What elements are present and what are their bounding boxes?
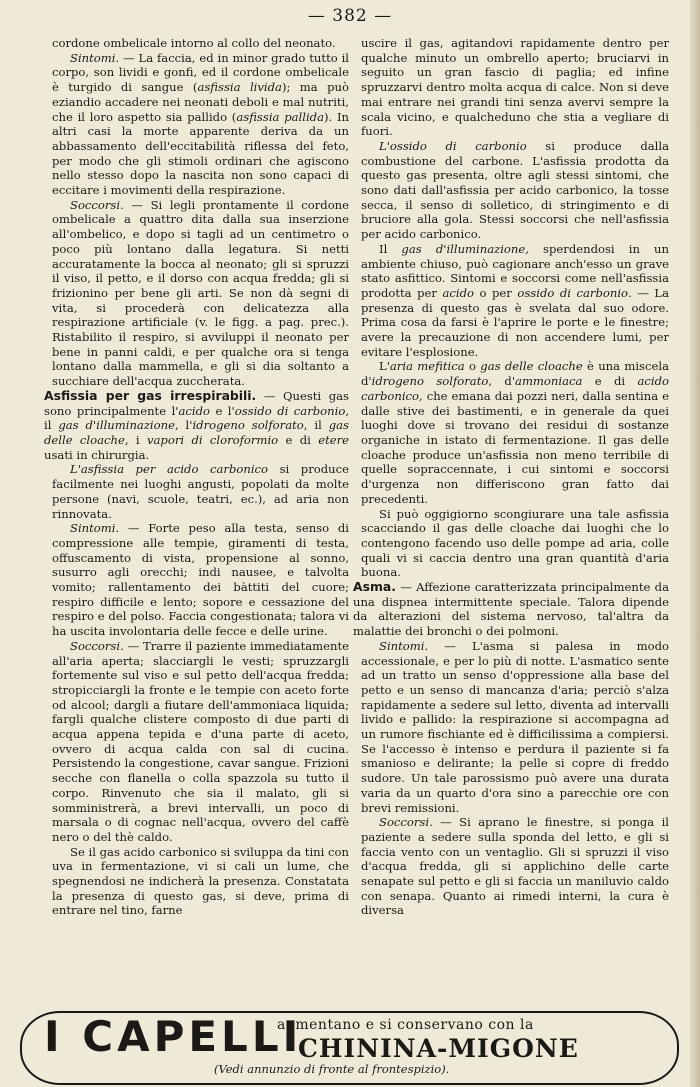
text: L'	[379, 359, 390, 374]
emphasis: gas delle cloache	[44, 418, 349, 447]
paragraph	[361, 359, 669, 506]
advertisement-note: (Vedi annunzio di fronte al frontespizio).	[214, 1062, 450, 1076]
entry-heading: Asma.	[353, 579, 396, 595]
paragraph	[52, 462, 349, 521]
emphasis: acido	[442, 285, 474, 300]
emphasis: asfissia livida	[197, 80, 282, 95]
subheading-soccorsi: Soccorsi.	[70, 197, 124, 212]
text: , l'	[174, 418, 193, 433]
emphasis: ammoniaca	[515, 374, 583, 389]
advertisement-line: aumentano e si conservano con la	[277, 1017, 534, 1033]
page-number: — 382 —	[307, 6, 393, 26]
emphasis: ossido di carbonio	[517, 285, 629, 300]
paragraph	[52, 639, 349, 845]
text: Il	[379, 241, 402, 256]
text: , il	[303, 418, 329, 433]
subheading-soccorsi: Soccorsi.	[379, 815, 433, 830]
emphasis: vapori di cloroformio	[146, 432, 279, 447]
text: , che emana dai pozzi neri, dalla sentina e dalle stive dei bastimenti, e in generale da quei luoghi dove si trovano dei residui di sostanze organiche in istato di fermentazione. Il gas delle cloache produce un'asfissia non meno terribile di quelle sopraccennate, i cui sintomi e soccorsi d'urgenza non differiscono gran fatto dai precedenti.	[361, 388, 669, 506]
emphasis: L'asfissia per acido carbonico	[70, 462, 269, 477]
paragraph: Si può oggigiorno scongiurare una tale asfissia scacciando il gas delle cloache dai luoghi che lo contengono facendo uso delle pompe ad aria, colle quali vi si caccia dentro una gran quantità d'aria buona.	[361, 506, 669, 580]
text: o per	[473, 285, 518, 300]
emphasis: ossido di carbonio	[234, 403, 346, 418]
paragraph: uscire il gas, agitandovi rapidamente dentro per qualche minuto un ombrello aperto; bruciarvi in seguito un gran fascio di paglia; ed infine spruzzarvi dentro molta acqua di calce. Non si deve mai entrare nei grandi tini senza avervi sempre la scala vicino, e qualcheduno che stia a vegliare di fuori.	[361, 36, 669, 139]
text: — Si legli prontamente il cordone ombelicale a quattro dita dalla sua inserzione all'ombelico, e dopo si tagli ad un centimetro o poco più lontano dalla legatura. Si netti accuratamente la bocca al neonato; gli si spruzzi il viso, il petto, e il dorso con acqua fredda; gli si frizionino per bene gli arti. Se non dà segni di vita, si procederà con delicatezza alla respirazione artificiale (v. le figg. a pag. prec.). Ristabilito il respiro, si avviluppi il neonato per bene in panni caldi, e per qualche ora si tenga lontano dalla mammella, e gli si dia soltanto a succhiare dell'acqua zuccherata.	[52, 197, 349, 389]
text: e di	[582, 374, 638, 389]
text: — Forte peso alla testa, senso di compressione alle tempie, giramenti di testa, offuscamento di vista, propensione al sonno, susurro agli orecchi; indi nausee, e talvolta vomito; rallentamento dei bàttiti del cuore; respiro difficile e lento; sopore e cessazione del respiro e del polso. Faccia congestionata; talora vi ha uscita involontaria delle fecce e delle urine.	[52, 521, 349, 639]
text: — L'asma si palesa in modo accessionale, e per lo più di notte. L'asmatico sente ad un tratto un senso d'oppressione alla base del petto e un senso di mancanza d'aria; perciò s'alza rapidamente a sedere sul letto, diventa ad intervalli livido e pallido: la respirazione si accompagna ad un rumore fischiante ed è difficilissima a compiersi. Se l'accesso è intenso e perdura il paziente si fa smanioso e delirante; la pelle si copre di freddo sudore. Un tale parossismo può avere una durata varia da un quarto d'ora sino a parecchie ore con brevi remissioni.	[361, 638, 669, 815]
text: — Affezione caratterizzata principalmente da una dispnea intermittente speciale. Talora dipende da alterazioni del sistema nervoso, tal'altra da malattie dei bronchi o dei polmoni.	[353, 580, 669, 639]
text: è una miscela d'	[361, 359, 669, 389]
text: o	[464, 359, 481, 374]
subheading-soccorsi: Soccorsi.	[70, 638, 124, 653]
paragraph	[52, 521, 349, 639]
page-edge-shadow	[690, 0, 700, 1087]
paragraph	[52, 51, 349, 198]
entry-asma	[353, 580, 669, 639]
subheading-sintomi: Sintomi.	[379, 638, 429, 653]
text: e di	[278, 432, 319, 447]
text: — Trarre il paziente immediatamente all'aria aperta; slacciargli le vesti; spruzzargli fortemente sul viso e sul petto dell'acqua fredda; stropicciargli la fronte e le tempie con aceto forte od alcool; dargli a fiutare dell'ammoniaca liquida; fargli qualche clistere composto di due parti di acqua appena tepida e d'una parte di aceto, ovvero di acqua calda con sal di cucina. Persistendo la congestione, cavar sangue. Frizioni secche con flanella o colla spazzola su tutto il corpo. Rinvenuto che sia il malato, gli si somministrerà, a brevi intervalli, un poco di marsala o di cognac nell'acqua, ovvero del caffè nero o del thè caldo.	[52, 638, 349, 844]
emphasis: asfissia pallida	[236, 109, 324, 124]
text: ); ma può eziandio accadere nei neonati deboli e mal nutriti, che il loro aspetto sia pallido (	[52, 80, 349, 124]
advertisement-product: CHININA-MIGONE	[298, 1034, 579, 1063]
paragraph	[361, 815, 669, 918]
right-column	[353, 36, 670, 918]
entry-heading: Asfissia per gas irrespirabili.	[44, 387, 257, 403]
paragraph: Se il gas acido carbonico si sviluppa da tini con uva in fermentazione, vi si cali un lume, che spegnendosi ne indicherà la presenza. Constatata la presenza di questo gas, si deve, prima di entrare nel tino, farne	[52, 844, 349, 918]
text: sperdendosi in un ambiente chiuso, può cagionare anch'esso un grave stato asfittico. Sintomi e soccorsi come nell'asfissia prodotta per	[361, 241, 669, 300]
paragraph	[361, 139, 669, 242]
text: . — La presenza di questo gas è svelata dal suo odore. Prima cosa da farsi è l'aprire le porte e le finestre; avere la precauzione di non accendere lumi, per evitare l'esplosione.	[361, 285, 669, 359]
subheading-sintomi: Sintomi.	[70, 521, 120, 536]
text: , i	[124, 432, 147, 447]
paragraph: cordone ombelicale intorno al collo del neonato.	[52, 36, 336, 50]
emphasis: idrogeno solforato	[192, 418, 304, 433]
text: e l'	[209, 403, 235, 418]
emphasis: gas d'illuminazione,	[401, 241, 529, 256]
entry-asfissia-gas	[44, 389, 349, 463]
text: ). In altri casi la morte apparente deriva da un abbassamento dell'eccitabilità riflessa del feto, per modo che gli stimoli ordinari che agiscono nello stesso dopo la nascita non sono capaci di eccitare i movimenti della respirazione.	[52, 109, 349, 198]
subheading-sintomi: Sintomi.	[70, 50, 120, 65]
advertisement-title: I CAPELLI	[44, 1012, 303, 1061]
text: , d'	[488, 374, 516, 389]
emphasis: idrogeno solforato	[371, 374, 489, 389]
text: si produce dalla combustione del carbone. L'asfissia prodotta da questo gas presenta, oltre agli stessi sintomi, che sono dati dall'asfissia per acido carbonico, la tosse secca, il senso di solletico, di stringimento e di bruciore alla gola. Stessi soccorsi che nell'asfissia per acido carbonico.	[361, 138, 669, 242]
emphasis: gas d'illuminazione	[58, 418, 175, 433]
emphasis: L'ossido di carbonio	[379, 138, 527, 153]
text: , il	[44, 403, 349, 433]
emphasis: acido	[178, 403, 210, 418]
text: usati in chirurgia.	[44, 447, 150, 462]
paragraph	[52, 198, 349, 389]
emphasis: aria mefitica	[389, 359, 465, 374]
text: — Questi gas sono principalmente l'	[44, 388, 349, 418]
emphasis: gas delle cloache	[480, 359, 583, 374]
text: si produce facilmente nei luoghi angusti, popolati da molte persone (navi, scuole, teatri, ec.), ad aria non rinnovata.	[52, 462, 349, 521]
paragraph	[361, 639, 669, 815]
left-column	[44, 36, 350, 918]
text: — La faccia, ed in minor grado tutto il corpo, son lividi e gonfi, ed il cordone ombelicale è turgido di sangue (	[52, 50, 349, 95]
emphasis: acido carbonico	[361, 374, 670, 403]
paragraph	[361, 242, 669, 360]
text: — Si aprano le finestre, si ponga il paziente a sedere sulla sponda del letto, e gli si faccia vento con un ventaglio. Gli si spruzzi il viso d'acqua fredda, gli si applichino delle carte senapate sul petto e gli si faccia un maniluvio caldo con senapa. Quanto ai rimedi interni, la cura è diversa	[361, 815, 669, 918]
emphasis: etere	[318, 432, 350, 447]
